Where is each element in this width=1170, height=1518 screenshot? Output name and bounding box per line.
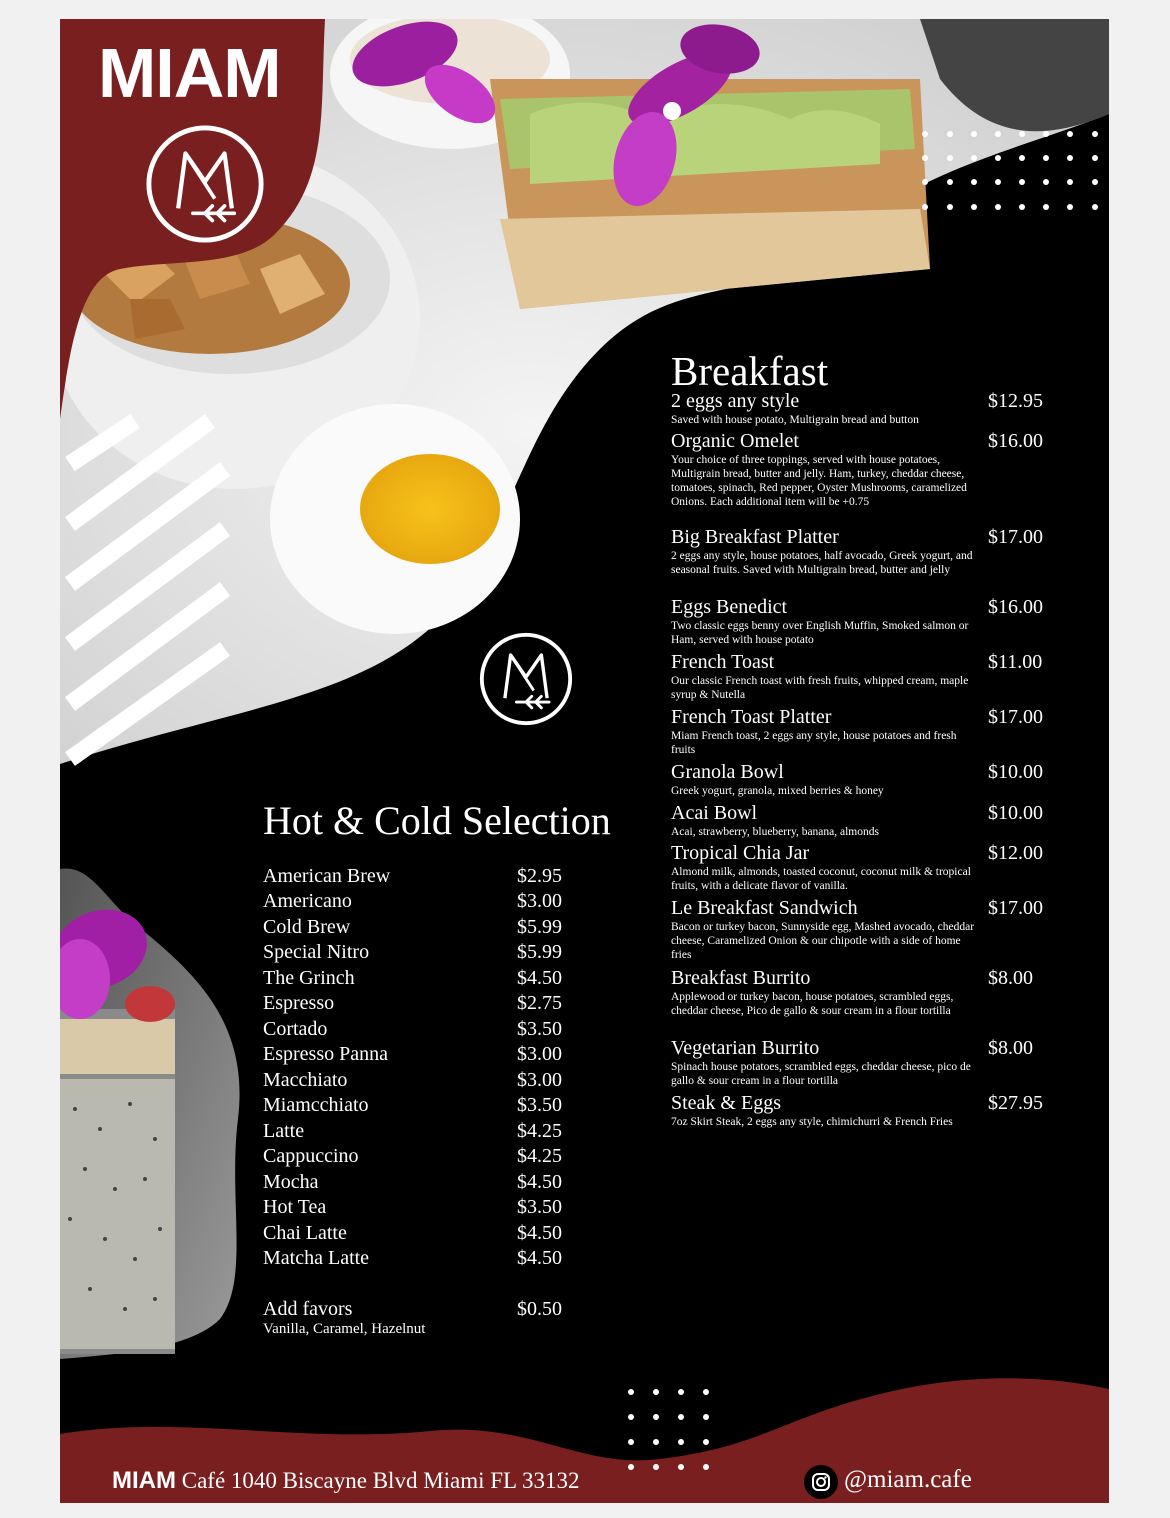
drink-name: Hot Tea [263,1196,327,1218]
item-desc: Saved with house potato, Multigrain bread and button [671,414,919,426]
item-price: $27.95 [988,1092,1043,1114]
drink-item [263,1221,583,1246]
drink-item [263,1093,583,1118]
drink-price: $3.50 [517,1196,562,1218]
drink-name: Special Nitro [263,941,370,963]
drink-item [263,966,583,991]
item-price: $10.00 [988,802,1043,824]
breakfast-item [671,707,1051,757]
drink-name: Matcha Latte [263,1247,370,1269]
drink-price: $2.75 [517,992,562,1014]
drink-name: Mocha [263,1171,319,1193]
drink-item [263,991,583,1016]
item-name: Eggs Benedict [671,596,788,618]
drink-name: Chai Latte [263,1222,347,1244]
drink-price: $2.95 [517,865,562,887]
drink-price: $3.00 [517,890,562,912]
drink-name: Espresso [263,992,335,1014]
breakfast-item [671,762,1051,798]
drink-item [263,1017,583,1042]
drink-price: $4.25 [517,1120,562,1142]
drink-price: $3.50 [517,1018,562,1040]
brand-logo-icon [144,123,266,245]
drink-name: Macchiato [263,1069,348,1091]
item-price: $12.95 [988,390,1043,412]
item-name: Big Breakfast Platter [671,526,839,548]
item-price: $12.00 [988,842,1043,864]
breakfast-item [671,1038,1051,1088]
drink-item [263,915,583,940]
item-name: Vegetarian Burrito [671,1037,820,1059]
item-price: $17.00 [988,526,1043,548]
item-desc: Applewood or turkey bacon, house potatoes, scrambled eggs, cheddar cheese, Pico de gallo & sour cream in a flour tortilla [671,991,954,1017]
item-name: Steak & Eggs [671,1092,781,1114]
item-desc: Your choice of three toppings, served with house potatoes, Multigrain bread, butter and jelly. Ham, turkey, cheddar cheese, tomatoes, spinach, Red pepper, Oyster Mushrooms, caramelized Onions. Each additional item will be +0.75 [671,454,967,508]
breakfast-item [671,597,1051,647]
drink-name: Cold Brew [263,916,351,938]
addon-name: Add favors [263,1298,353,1320]
item-desc: Our classic French toast with fresh fruits, whipped cream, maple syrup & Nutella [671,675,969,701]
breakfast-item [671,803,1051,839]
breakfast-item [671,431,1051,509]
breakfast-item [671,391,1051,427]
item-desc: Two classic eggs benny over English Muffin, Smoked salmon or Ham, served with house potato [671,620,969,646]
item-name: French Toast [671,651,775,673]
drinks-title: Hot & Cold Selection [263,798,611,843]
item-price: $11.00 [988,651,1043,673]
item-desc: Almond milk, almonds, toasted coconut, coconut milk & tropical fruits, with a delicate flavor of vanilla. [671,866,971,892]
drink-item [263,1068,583,1093]
drink-name: Cortado [263,1018,328,1040]
item-desc: 2 eggs any style, house potatoes, half avocado, Greek yogurt, and seasonal fruits. Saved with Multigrain bread, butter and jelly [671,550,973,576]
item-name: Le Breakfast Sandwich [671,897,858,919]
drink-name: Espresso Panna [263,1043,388,1065]
drink-price: $5.99 [517,916,562,938]
drink-price: $4.50 [517,967,562,989]
item-price: $16.00 [988,430,1043,452]
drink-item [263,1246,583,1271]
drink-name: Latte [263,1120,305,1142]
footer-brand: MIAM [112,1467,176,1494]
item-name: French Toast Platter [671,706,832,728]
item-price: $17.00 [988,706,1043,728]
drink-price: $4.50 [517,1171,562,1193]
item-desc: Spinach house potatoes, scrambled eggs, cheddar cheese, pico de gallo & sour cream in a flour tortilla [671,1061,971,1087]
item-name: Tropical Chia Jar [671,842,810,864]
breakfast-item [671,898,1051,962]
drink-price: $5.99 [517,941,562,963]
menu-page [60,19,1109,1503]
drink-item [263,864,583,889]
item-name: Organic Omelet [671,430,799,452]
item-price: $10.00 [988,761,1043,783]
item-price: $8.00 [988,967,1033,989]
address-text: Café 1040 Biscayne Blvd Miami FL 33132 [181,1468,580,1493]
addon-item [263,1297,583,1322]
breakfast-item [671,652,1051,702]
drink-name: American Brew [263,865,391,887]
drink-price: $4.50 [517,1222,562,1244]
item-name: Granola Bowl [671,761,784,783]
drink-price: $3.50 [517,1094,562,1116]
instagram-icon[interactable] [804,1465,838,1499]
center-logo-icon [478,631,574,727]
item-price: $17.00 [988,897,1043,919]
item-name: Acai Bowl [671,802,758,824]
item-desc: Acai, strawberry, blueberry, banana, almonds [671,826,879,838]
addon-desc: Vanilla, Caramel, Hazelnut [263,1321,426,1337]
item-price: $8.00 [988,1037,1033,1059]
drink-name: Miamcchiato [263,1094,369,1116]
drink-price: $3.00 [517,1043,562,1065]
drink-item [263,1042,583,1067]
item-desc: Bacon or turkey bacon, Sunnyside egg, Mashed avocado, cheddar cheese, Caramelized Onion & our chipotle with a side of home fries [671,921,975,961]
breakfast-item [671,843,1051,893]
instagram-handle[interactable]: @miam.cafe [844,1466,972,1493]
footer-address [112,1467,580,1495]
drink-name: Americano [263,890,352,912]
drink-item [263,1144,583,1169]
drink-item [263,940,583,965]
breakfast-item [671,1093,1051,1129]
item-price: $16.00 [988,596,1043,618]
drink-item [263,889,583,914]
item-name: Breakfast Burrito [671,967,811,989]
drink-item [263,1170,583,1195]
item-name: 2 eggs any style [671,390,800,412]
breakfast-item [671,527,1051,577]
drink-price: $4.50 [517,1247,562,1269]
drink-name: Cappuccino [263,1145,359,1167]
breakfast-item [671,968,1051,1018]
brand-wordmark: MIAM [98,34,281,112]
breakfast-title: Breakfast [671,348,829,394]
item-desc: 7oz Skirt Steak, 2 eggs any style, chimichurri & French Fries [671,1116,953,1128]
item-desc: Greek yogurt, granola, mixed berries & honey [671,785,884,797]
item-desc: Miam French toast, 2 eggs any style, house potatoes and fresh fruits [671,730,957,756]
drink-name: The Grinch [263,967,355,989]
drink-item [263,1195,583,1220]
drink-item [263,1119,583,1144]
drink-price: $4.25 [517,1145,562,1167]
addon-price: $0.50 [517,1298,562,1320]
drink-price: $3.00 [517,1069,562,1091]
